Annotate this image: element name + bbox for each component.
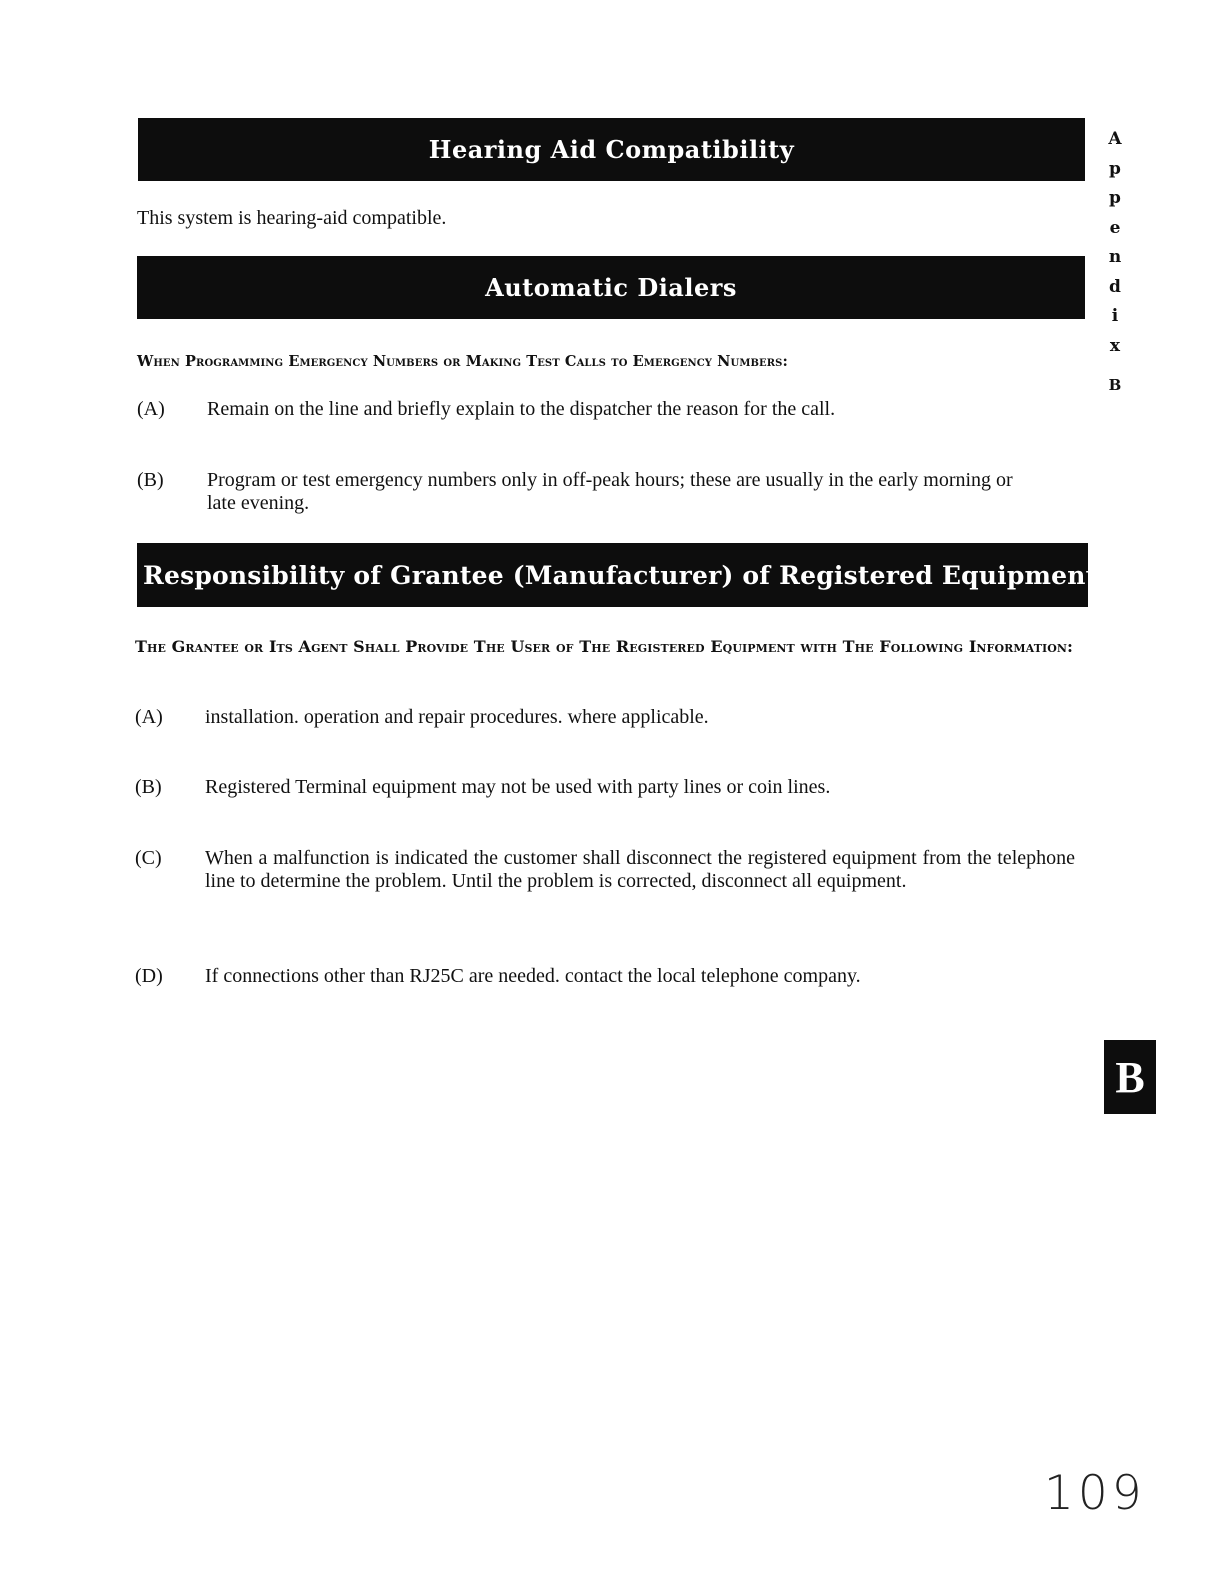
item-text: Registered Terminal equipment may not be used with party lines or coin lines. [205,776,831,798]
appendix-id-letter: B [1108,376,1122,394]
grantee-subheading: The Grantee or Its Agent Shall Provide The User of The Registered Equipment with The Following Information: [135,637,1074,656]
appendix-thumb-tab: B [1104,1040,1156,1114]
dialers-subheading: When Programming Emergency Numbers or Making Test Calls to Emergency Numbers: [137,353,788,370]
item-label: (B) [135,776,162,798]
appendix-letter: p [1109,158,1121,179]
appendix-letter: p [1109,188,1121,208]
section-header-hearing-aid: Hearing Aid Compatibility [138,118,1085,181]
item-text: When a malfunction is indicated the customer shall disconnect the registered equipment from the telephone line to determine the problem. Until the problem is corrected, disconnect all equipment. [205,847,1075,892]
appendix-letter: A [1108,129,1122,149]
appendix-vertical-label [1100,125,1130,361]
item-label: (C) [135,847,162,869]
item-text: If connections other than RJ25C are needed. contact the local telephone company. [205,965,861,987]
item-label: (B) [137,469,164,491]
hearing-aid-text: This system is hearing-aid compatible. [137,207,447,229]
appendix-letter: n [1108,247,1122,267]
item-text: installation. operation and repair procedures. where applicable. [205,706,709,728]
section-header-automatic-dialers: Automatic Dialers [137,256,1085,319]
appendix-letter: d [1109,276,1121,297]
item-text: Remain on the line and briefly explain to the dispatcher the reason for the call. [207,398,836,420]
item-label: (D) [135,965,163,987]
item-text: Program or test emergency numbers only in off-peak hours; these are usually in the early morning or late evening. [207,469,1013,514]
appendix-letter: x [1109,335,1121,356]
item-label: (A) [135,706,163,728]
page-number: 109 [1044,1466,1146,1521]
appendix-letter: e [1109,217,1121,238]
appendix-letter: i [1111,306,1119,326]
item-label: (A) [137,398,165,420]
section-header-grantee-responsibility: Responsibility of Grantee (Manufacturer) of Registered Equipment [137,543,1088,607]
